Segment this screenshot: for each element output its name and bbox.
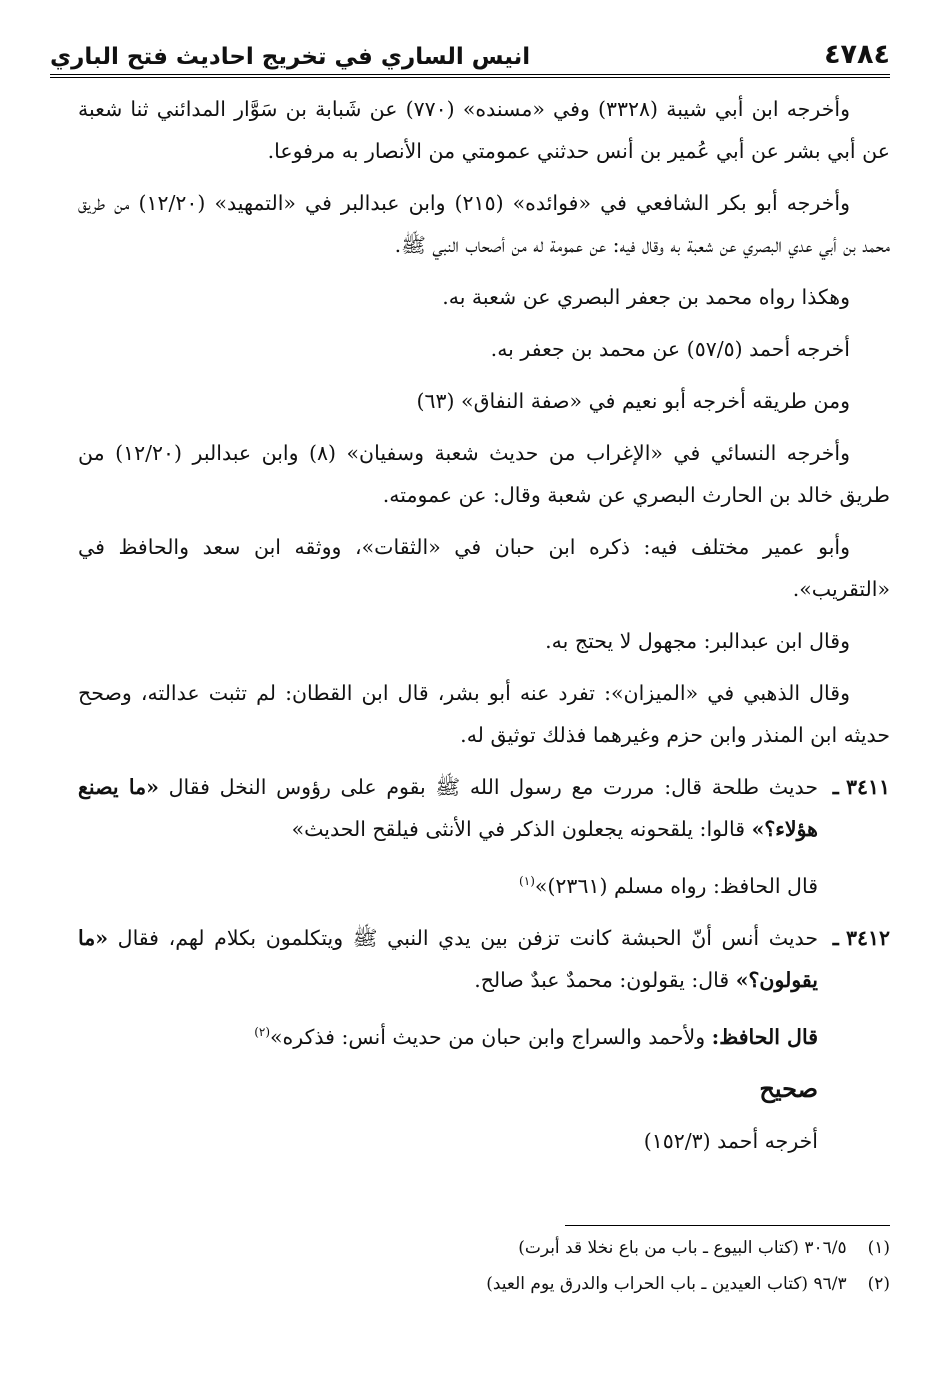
hadith-number: ٣٤١١ ـ (832, 775, 890, 799)
paragraph: وأبو عمير مختلف فيه: ذكره ابن حبان في «الثقات»، ووثقه ابن سعد والحافظ في «التقريب». (78, 535, 890, 601)
footnote-marker[interactable]: (٢) (254, 1024, 271, 1039)
footnote-number: (١) (867, 1238, 890, 1258)
takhrij: أخرجه أحمد (١٥٢/٣) (643, 1128, 818, 1153)
hadith-quote: «ما يقولون؟» (78, 925, 818, 992)
page-header (50, 26, 890, 78)
hadith-entry (78, 766, 890, 850)
paragraph: وأخرجه ابن أبي شيبة (٣٣٢٨) وفي «مسنده» (٧٧٠) عن شَبابة بن سَوَّار المدائني ثنا شعبة عن أبي بشر عن أبي عُمير بن أنس حدثني عمومتي من الأنصار به مرفوعا. (78, 97, 890, 163)
page-body (78, 88, 890, 1172)
footnote-separator (565, 1225, 890, 1226)
book-title: انيس الساري في تخريج احاديث فتح الباري (50, 44, 531, 70)
paragraph: وأخرجه أبو بكر الشافعي في «فوائده» (٢١٥) وابن عبدالبر في «التمهيد» (١٢/٢٠) من طريق محمد بن أبي عدي البصري عن شعبة به وقال فيه: عن عمومة له من أصحاب النبي ﷺ. (78, 191, 890, 257)
footnote-marker[interactable]: (١) (519, 874, 535, 888)
hadith-quote: «ما يصنع هؤلاء؟» (78, 775, 818, 841)
hadith-text: قال: يقولون: محمدٌ عبدٌ صالح. (474, 967, 736, 992)
hadith-text: حديث أنس أنّ الحبشة كانت تزفن بين يدي النبي ﷺ ويتكلمون بكلام لهم، فقال (108, 925, 818, 950)
paragraph: وهكذا رواه محمد بن جعفر البصري عن شعبة به. (442, 285, 850, 309)
hadith-entry (78, 917, 890, 1001)
hafiz-text: قال الحافظ: رواه مسلم (٢٣٦١)» (534, 873, 818, 898)
hafiz-text: ولأحمد والسراج وابن حبان من حديث أنس: فذكره» (270, 1024, 712, 1049)
hadith-number: ٣٤١٢ ـ (832, 925, 890, 950)
paragraph: وقال ابن عبدالبر: مجهول لا يحتج به. (545, 629, 850, 653)
footnote-text: ٩٦/٣ (كتاب العيدين ـ باب الحراب والدرق يوم العيد) (486, 1274, 847, 1294)
footnote (78, 1274, 890, 1294)
hafiz-label: قال الحافظ: (711, 1024, 818, 1049)
footnote (78, 1238, 890, 1258)
paragraph: ومن طريقه أخرجه أبو نعيم في «صفة النفاق» (٦٣) (416, 389, 850, 413)
footnote-text: ٣٠٦/٥ (كتاب البيوع ـ باب من باع نخلا قد أبرت) (518, 1238, 847, 1258)
hadith-grade: صحيح (759, 1073, 818, 1103)
paragraph: وأخرجه النسائي في «الإغراب من حديث شعبة وسفيان» (٨) وابن عبدالبر (١٢/٢٠) من طريق خالد بن الحارث البصري عن شعبة وقال: عن عمومته. (78, 441, 890, 507)
hadith-text: قالوا: يلقحونه يجعلون الذكر في الأنثى فيلقح الحديث» (291, 817, 752, 841)
footnote-number: (٢) (867, 1274, 890, 1294)
hadith-text: حديث طلحة قال: مررت مع رسول الله ﷺ بقوم على رؤوس النخل فقال (158, 775, 818, 799)
page-number: ٤٧٨٤ (824, 39, 890, 70)
hafiz-note (78, 860, 890, 907)
hafiz-note (78, 1011, 890, 1058)
paragraph: وقال الذهبي في «الميزان»: تفرد عنه أبو بشر، قال ابن القطان: لم تثبت عدالته، وصحح حديثه ابن المنذر وابن حزم وغيرهما فذلك توثيق له. (78, 681, 890, 747)
paragraph: أخرجه أحمد (٥٧/٥) عن محمد بن جعفر به. (490, 337, 850, 361)
